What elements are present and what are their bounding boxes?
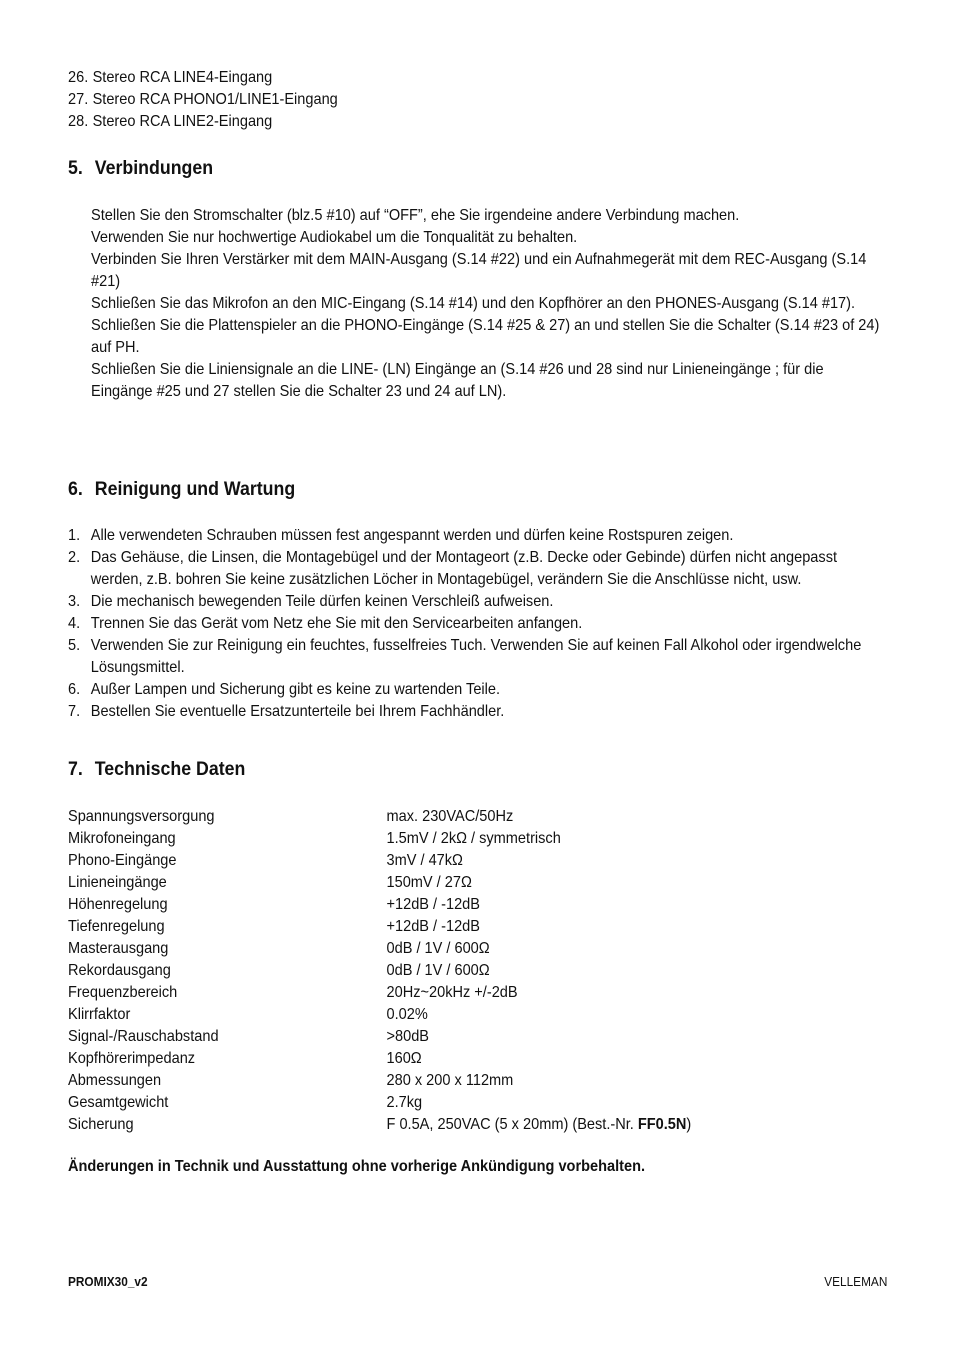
spec-label: Sicherung <box>68 1116 134 1133</box>
spec-value: max. 230VAC/50Hz <box>386 808 514 825</box>
spec-row <box>68 1092 691 1114</box>
spec-row <box>68 850 691 872</box>
spec-row <box>68 828 691 850</box>
section-number: 7. <box>68 758 83 780</box>
section-7-heading <box>68 758 245 781</box>
list-item-text: Trennen Sie das Gerät vom Netz ehe Sie mit den Servicearbeiten anfangen. <box>90 615 583 632</box>
list-item-number: 26. <box>68 69 89 86</box>
list-item-text: Verwenden Sie zur Reinigung ein feuchtes, fusselfreies Tuch. Verwenden Sie auf keinen Fall Alkohol oder irgendwelche Lösungsmittel. <box>90 637 862 676</box>
spec-label: Gesamtgewicht <box>68 1094 169 1111</box>
list-item-number: 5. <box>68 637 81 654</box>
list-item <box>68 89 338 111</box>
spec-label: Klirrfaktor <box>68 1006 131 1023</box>
list-item <box>68 67 338 89</box>
section-6-heading <box>68 478 295 501</box>
list-item-text: Stereo RCA LINE4-Eingang <box>92 69 273 86</box>
spec-value: 3mV / 47kΩ <box>386 852 463 869</box>
list-item <box>68 701 887 723</box>
spec-value: 20Hz~20kHz +/-2dB <box>386 984 518 1001</box>
spec-label: Frequenzbereich <box>68 984 178 1001</box>
list-item <box>68 591 887 613</box>
fuse-value-prefix: F 0.5A, 250VAC (5 x 20mm) (Best.-Nr. <box>386 1116 638 1133</box>
list-item <box>68 613 887 635</box>
list-item <box>68 635 887 679</box>
top-item-list <box>68 67 338 133</box>
list-item-number: 7. <box>68 703 81 720</box>
spec-value: +12dB / -12dB <box>386 896 481 913</box>
list-item-number: 2. <box>68 549 81 566</box>
spec-value: >80dB <box>386 1028 430 1045</box>
list-item-number: 6. <box>68 681 81 698</box>
spec-label: Masterausgang <box>68 940 169 957</box>
list-item-text: Die mechanisch bewegenden Teile dürfen keinen Verschleiß aufweisen. <box>90 593 554 610</box>
spec-label: Linieneingänge <box>68 874 167 891</box>
spec-value: 150mV / 27Ω <box>386 874 472 891</box>
spec-table <box>68 806 691 1136</box>
list-item-number: 27. <box>68 91 89 108</box>
spec-row <box>68 1114 691 1136</box>
spec-label: Spannungsversorgung <box>68 808 215 825</box>
spec-label: Kopfhörerimpedanz <box>68 1050 196 1067</box>
list-item-text: Das Gehäuse, die Linsen, die Montagebügel und der Montageort (z.B. Decke oder Gebinde) dürfen nicht angepasst werden, z.B. bohren Sie keine zusätzlichen Löcher in Montagebügel, verändern Sie die Anschlüsse nicht, usw. <box>90 549 838 588</box>
paragraph: Schließen Sie die Plattenspieler an die PHONO-Eingänge (S.14 #25 & 27) an und stellen Sie die Schalter (S.14 #23 of 24) auf PH. <box>91 317 880 356</box>
list-item-text: Stereo RCA PHONO1/LINE1-Eingang <box>92 91 338 108</box>
spec-label: Tiefenregelung <box>68 918 165 935</box>
section-title: Technische Daten <box>94 758 246 780</box>
spec-row <box>68 982 691 1004</box>
spec-row <box>68 872 691 894</box>
list-item <box>68 679 887 701</box>
paragraph: Schließen Sie das Mikrofon an den MIC-Eingang (S.14 #14) und den Kopfhörer an den PHONES-Ausgang (S.14 #17). <box>91 295 856 312</box>
spec-row <box>68 806 691 828</box>
section-title: Reinigung und Wartung <box>94 478 296 500</box>
spec-row <box>68 894 691 916</box>
spec-value: 0dB / 1V / 600Ω <box>386 940 490 957</box>
spec-label: Höhenregelung <box>68 896 168 913</box>
spec-label: Signal-/Rauschabstand <box>68 1028 219 1045</box>
paragraph: Schließen Sie die Liniensignale an die LINE- (LN) Eingänge an (S.14 #26 und 28 sind nur Linieneingänge ; für die Eingänge #25 und 27 stellen Sie die Schalter 23 und 24 auf LN). <box>91 361 824 400</box>
list-item-text: Außer Lampen und Sicherung gibt es keine zu wartenden Teile. <box>90 681 501 698</box>
section-number: 6. <box>68 478 83 500</box>
spec-row <box>68 1026 691 1048</box>
section-5-body <box>91 205 888 403</box>
paragraph: Verbinden Sie Ihren Verstärker mit dem MAIN-Ausgang (S.14 #22) und ein Aufnahmegerät mit dem REC-Ausgang (S.14 #21) <box>91 251 867 290</box>
spec-label: Mikrofoneingang <box>68 830 176 847</box>
paragraph: Stellen Sie den Stromschalter (blz.5 #10) auf “OFF”, ehe Sie irgendeine andere Verbindung machen. <box>91 207 740 224</box>
list-item <box>68 111 338 133</box>
spec-value: 280 x 200 x 112mm <box>386 1072 514 1089</box>
fuse-order-number: FF0.5N <box>637 1116 687 1133</box>
section-number: 5. <box>68 157 83 179</box>
list-item-number: 3. <box>68 593 81 610</box>
spec-row <box>68 1048 691 1070</box>
section-6-list <box>68 525 887 723</box>
spec-label: Rekordausgang <box>68 962 171 979</box>
spec-value: 0dB / 1V / 600Ω <box>386 962 490 979</box>
spec-label: Phono-Eingänge <box>68 852 177 869</box>
change-notice: Änderungen in Technik und Ausstattung ohne vorherige Ankündigung vorbehalten. <box>68 1158 646 1175</box>
paragraph: Verwenden Sie nur hochwertige Audiokabel um die Tonqualität zu behalten. <box>91 229 578 246</box>
spec-value: 1.5mV / 2kΩ / symmetrisch <box>386 830 561 847</box>
footer-brand: VELLEMAN <box>823 1274 887 1289</box>
list-item-number: 4. <box>68 615 81 632</box>
spec-row <box>68 960 691 982</box>
list-item <box>68 547 887 591</box>
section-title: Verbindungen <box>94 157 214 179</box>
spec-value: 2.7kg <box>386 1094 423 1111</box>
spec-value <box>387 1114 692 1136</box>
spec-row <box>68 916 691 938</box>
spec-row <box>68 1004 691 1026</box>
list-item-text: Alle verwendeten Schrauben müssen fest angespannt werden und dürfen keine Rostspuren zeigen. <box>90 527 734 544</box>
spec-value: 0.02% <box>386 1006 428 1023</box>
spec-value: +12dB / -12dB <box>386 918 481 935</box>
list-item <box>68 525 887 547</box>
spec-row <box>68 938 691 960</box>
list-item-text: Bestellen Sie eventuelle Ersatzunterteile bei Ihrem Fachhändler. <box>90 703 505 720</box>
spec-label: Abmessungen <box>68 1072 162 1089</box>
footer-model: PROMIX30_v2 <box>68 1274 148 1289</box>
spec-row <box>68 1070 691 1092</box>
spec-value: 160Ω <box>386 1050 422 1067</box>
list-item-number: 1. <box>68 527 81 544</box>
list-item-number: 28. <box>68 113 89 130</box>
list-item-text: Stereo RCA LINE2-Eingang <box>92 113 273 130</box>
fuse-value-suffix: ) <box>686 1116 692 1133</box>
section-5-heading <box>68 157 213 180</box>
